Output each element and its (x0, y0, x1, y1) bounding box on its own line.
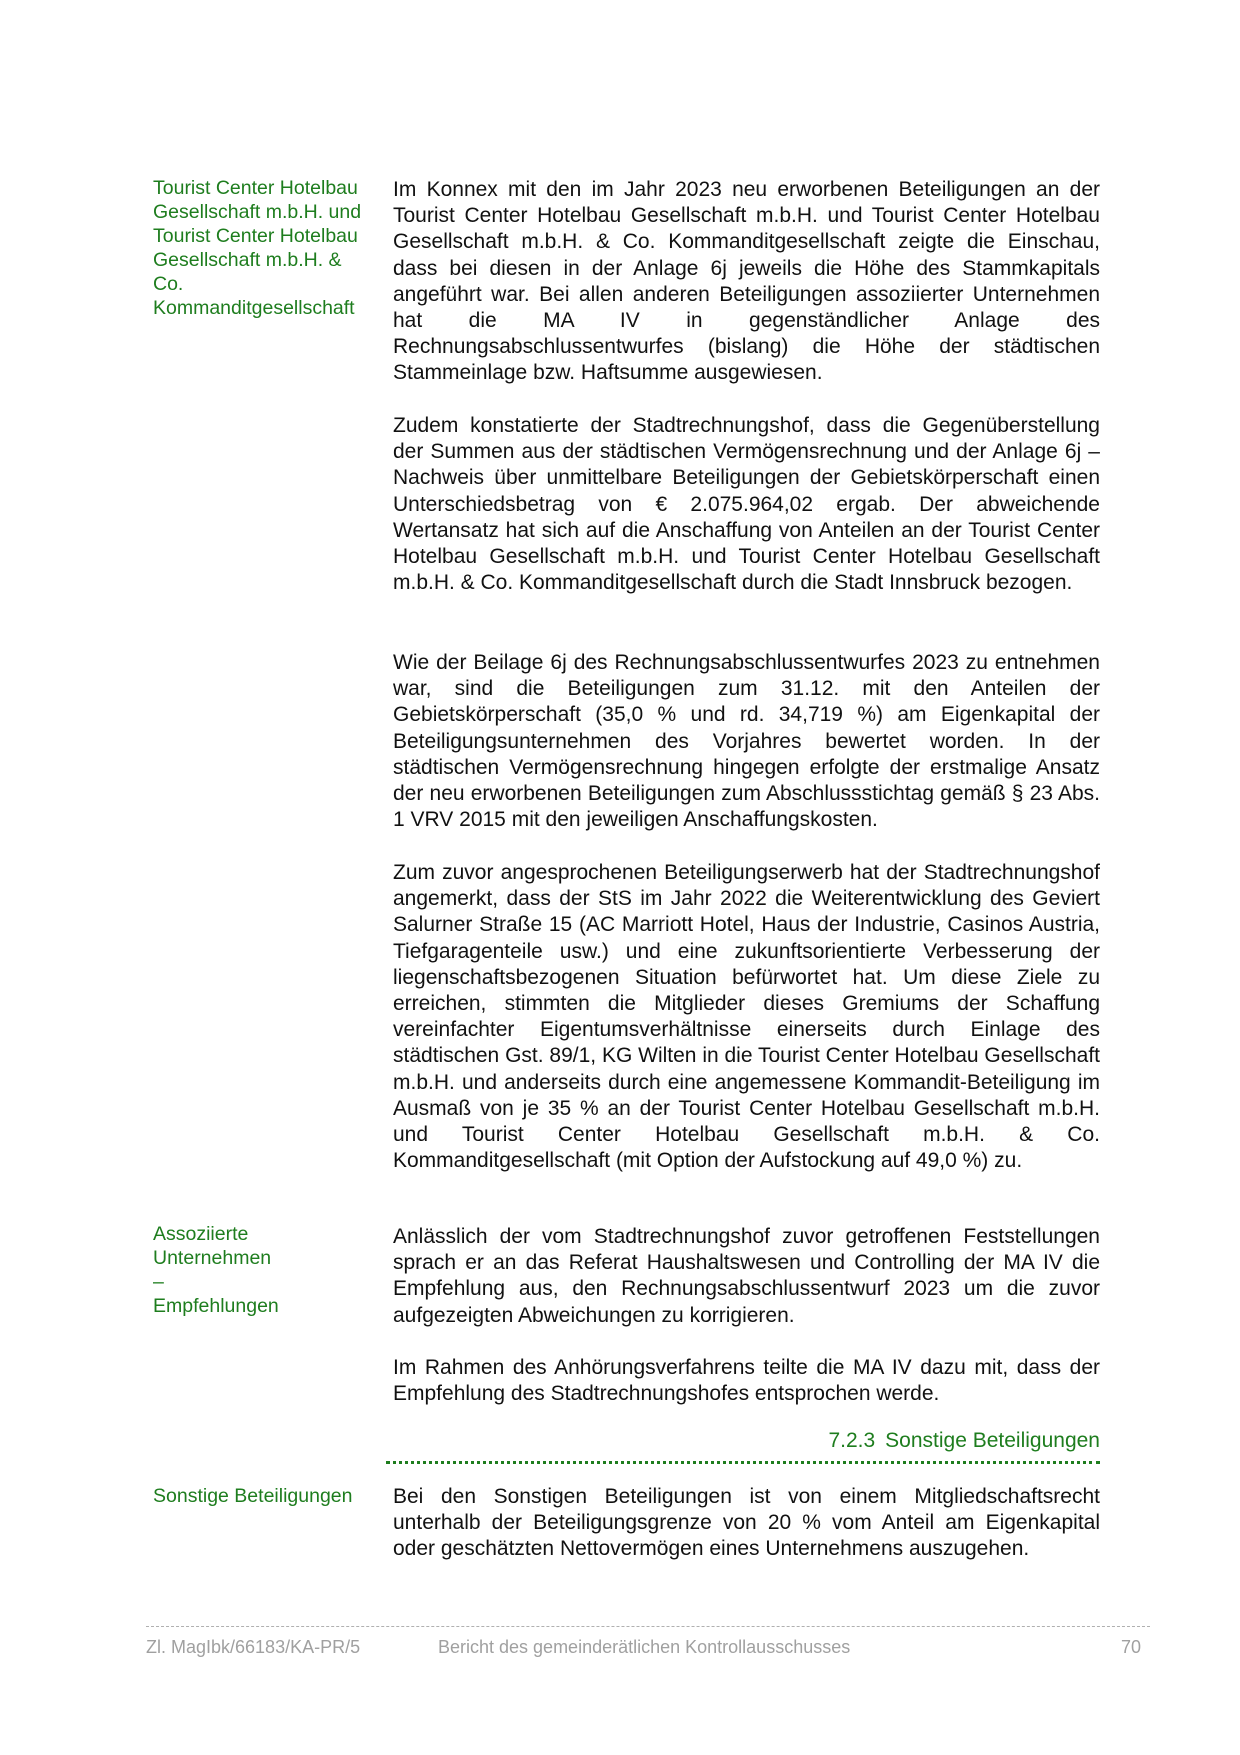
paragraph (393, 860, 1100, 1174)
sidebar-line: Unternehmen (153, 1247, 272, 1269)
sidebar-line: Kommanditgesellschaft (153, 297, 355, 319)
paragraph-text: Im Konnex mit den im Jahr 2023 neu erworbenen Beteiligungen an der Tourist Center Hotelbau Gesellschaft m.b.H. und Tourist Center Hotelbau Gesellschaft m.b.H. & Co. Kommanditgesellschaft zeigte die Einschau, dass bei diesen in der Anlage 6j jeweils die Höhe des Stammkapitals angeführt war. Bei allen anderen Beteiligungen assoziierter Unternehmen hat die MA IV in gegenständlicher Anlage des Rechnungsabschlussentwurfes (bislang) die Höhe der städtischen Stammeinlage bzw. Haftsumme ausgewiesen. (393, 178, 1100, 385)
sidebar-line: Tourist Center Hotelbau (153, 177, 358, 199)
sidebar-line: Assoziierte (153, 1223, 249, 1245)
paragraph-text: Bei den Sonstigen Beteiligungen ist von einem Mitgliedschaftsrecht unterhalb der Beteiligungsgrenze von 20 % vom Anteil am Eigenkapital oder geschätzten Nettovermögen eines Unternehmens auszugehen. (393, 1485, 1100, 1561)
sidebar-label-empfehlungen (153, 1222, 378, 1318)
paragraph (393, 1484, 1100, 1563)
sidebar-label-sonstige (153, 1484, 378, 1508)
paragraph (393, 650, 1100, 833)
sidebar-line: Gesellschaft m.b.H. und (153, 201, 362, 223)
sidebar-line: Empfehlungen (153, 1295, 279, 1317)
paragraph (393, 177, 1100, 387)
section-number: 7.2.3 (828, 1429, 876, 1452)
sidebar-label-tourist-center (153, 176, 378, 320)
paragraph-text: Zudem konstatierte der Stadtrechnungshof, dass die Gegenüberstellung der Summen aus der städtischen Vermögensrechnung und der Anlage 6j – Nachweis über unmittelbare Beteiligungen der Gebietskörperschaft einen Unterschiedsbetrag von € 2.075.964,02 ergab. Der abweichende Wertansatz hat sich auf die Anschaffung von Anteilen an der Tourist Center Hotelbau Gesellschaft m.b.H. und Tourist Center Hotelbau Gesellschaft m.b.H. & Co. Kommanditgesellschaft durch die Stadt Innsbruck bezogen. (393, 414, 1100, 595)
paragraph (393, 1355, 1100, 1407)
paragraph-text: Wie der Beilage 6j des Rechnungsabschlussentwurfes 2023 zu entnehmen war, sind die Beteiligungen zum 31.12. mit den Anteilen der Gebietskörperschaft (35,0 % und rd. 34,719 %) am Eigenkapital der Beteiligungsunternehmen des Vorjahres bewertet worden. In der städtischen Vermögensrechnung hingegen erfolgte der erstmalige Ansatz der neu erworbenen Beteiligungen zum Abschlussstichtag gemäß § 23 Abs. 1 VRV 2015 mit den jeweiligen Anschaffungskosten. (393, 651, 1100, 832)
paragraph-text: Im Rahmen des Anhörungsverfahrens teilte die MA IV dazu mit, dass der Empfehlung des Stadtrechnungshofes entsprochen werde. (393, 1356, 1100, 1406)
paragraph (393, 1224, 1100, 1329)
sidebar-line: Gesellschaft m.b.H. & (153, 249, 342, 271)
page-number: 70 (1121, 1637, 1142, 1657)
section-title: Sonstige Beteiligungen (885, 1429, 1100, 1452)
sidebar-line: Co. (153, 273, 184, 295)
paragraph (393, 413, 1100, 596)
footer-title: Bericht des gemeinderätlichen Kontrollausschusses (438, 1637, 851, 1657)
sidebar-line: Tourist Center Hotelbau (153, 225, 358, 247)
sidebar-line: – (153, 1271, 164, 1293)
sidebar-line: Sonstige Beteiligungen (153, 1485, 353, 1507)
paragraph-text: Anlässlich der vom Stadtrechnungshof zuvor getroffenen Feststellungen sprach er an das Referat Haushaltswesen und Controlling der MA IV die Empfehlung aus, den Rechnungsabschlussentwurf 2023 um die zuvor aufgezeigten Abweichungen zu korrigieren. (393, 1225, 1100, 1327)
footer-dashed-divider (146, 1626, 1150, 1627)
heading-dotted-divider (386, 1461, 1100, 1464)
paragraph-text: Zum zuvor angesprochenen Beteiligungserwerb hat der Stadtrechnungshof angemerkt, dass der StS im Jahr 2022 die Weiterentwicklung des Geviert Salurner Straße 15 (AC Marriott Hotel, Haus der Industrie, Casinos Austria, Tiefgaragenteile usw.) und eine zukunftsorientierte Verbesserung der liegenschaftsbezogenen Situation befürwortet hat. Um diese Ziele zu erreichen, stimmten die Mitglieder dieses Gremiums der Schaffung vereinfachter Eigentumsverhältnisse einerseits durch Einlage des städtischen Gst. 89/1, KG Wilten in die Tourist Center Hotelbau Gesellschaft m.b.H. und anderseits durch eine angemessene Kommandit-Beteiligung im Ausmaß von je 35 % an der Tourist Center Hotelbau Gesellschaft m.b.H. und Tourist Center Hotelbau Gesellschaft m.b.H. & Co. Kommanditgesellschaft (mit Option der Aufstockung auf 49,0 %) zu. (393, 861, 1100, 1173)
section-heading (386, 1428, 1100, 1454)
footer-reference: Zl. MagIbk/66183/KA-PR/5 (146, 1637, 361, 1657)
